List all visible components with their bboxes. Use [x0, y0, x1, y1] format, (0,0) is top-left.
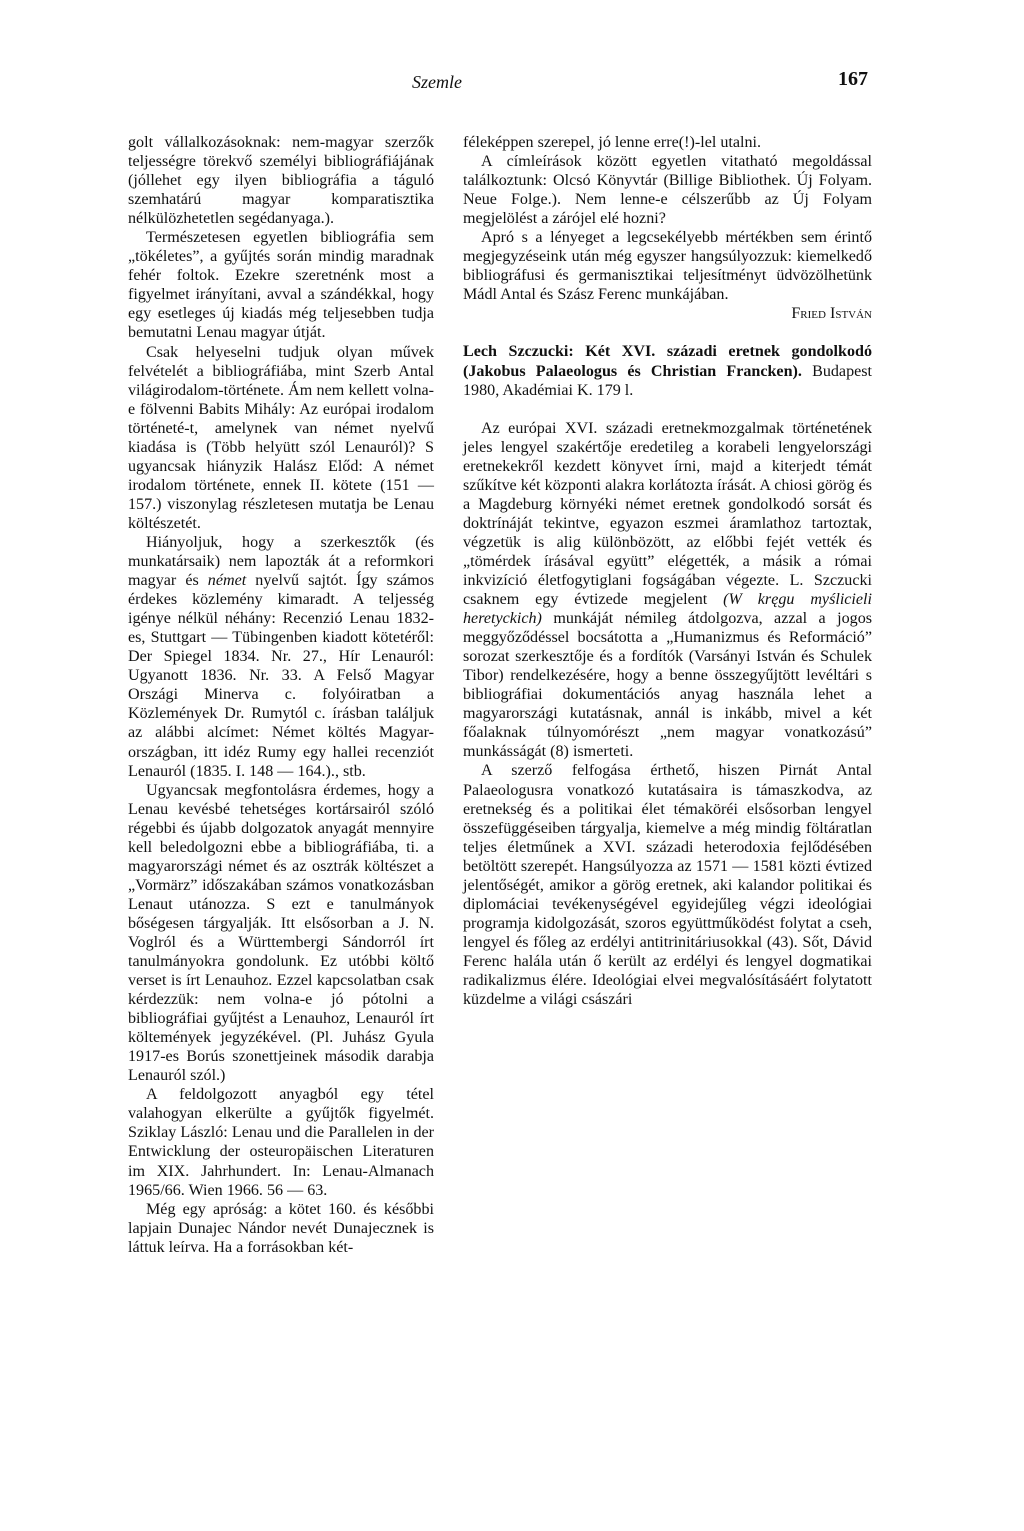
emphasis-text: német [207, 572, 247, 590]
paragraph [128, 533, 434, 781]
paragraph: A szerző felfogása érthető, hiszen Pirnát Antal Palaeologusra vonatkozó kutatásaira is támaszkodva, az eretnekség és a politikai élet témaköréi elsősorban lengyel összefüggéseiben tárgyalja, kiemelve a még mindig föltáratlan teljes életműnek a XVI. századi heterodoxia fejlődésében betöltött szerepét. Hangsúlyozza az 1571 — 1581 közti évtized jelentőségét, amikor a görög eretnek, aki kalandor politikai és diplomáciai tevékenységével egyidejűleg végzi ideológiai programja kidolgozását, szoros együttműködést folytat a cseh, lengyel és főleg az erdélyi antitrinitáriusokkal (43). Sőt, Dávid Ferenc halála után ő került az erdélyi és lengyel dogmatikai radikalizmus élére. Ideológiai elvei megvalósításáért folytatott küzdelme a világi császári [463, 762, 872, 1009]
book-publication: Budapest 1980, Akadémiai K. 179 l. [463, 362, 872, 399]
page-header [0, 66, 1024, 96]
right-column [463, 133, 872, 1009]
page-number: 167 [838, 68, 868, 90]
spacer [463, 323, 872, 342]
emphasis-text: (W kręgu myślicieli heretyckich) [463, 591, 872, 628]
paragraph-text: munkáját némileg átdolgozva, azzal a jogos meggyőződéssel bocsátotta a „Humanizmus és Reformáció” sorozat szerkesztője és a fordítók (Varsányi István és Schulek Tibor) rendelkezésére, hogy a benne összegyűjtött levéltári s bibliográfiai dokumentációs anyag használa lehet a magyarországi kutatásnak, annál is inkább, mivel a két főalaknak túlnyomórészt „nem magyar vonatkozású” munkásságát (8) ismerteti. [463, 610, 872, 761]
left-column [128, 133, 434, 1257]
paragraph: féleképpen szerepel, jó lenne erre(!)-lel utalni. [463, 134, 762, 151]
author-signature: Fried István [791, 305, 872, 323]
paragraph: A címleírások között egyetlen vitatható megoldással találkoztunk: Olcsó Könyvtár (Billige Bibliothek. Új Folyam. Neue Folge.). Nem lenne-e célszerűbb az Új Folyam megjelölést a zárójel elé hozni? [463, 153, 872, 228]
paragraph: Apró s a lényeget a legcsekélyebb mértékben sem érintő megjegyzéseink után még egyszer hangsúlyozzuk: kiemelkedő bibliográfusi és germanisztikai teljesítményt üdvözölhetünk Mádl Antal és Szász Ferenc munkájában. [463, 229, 872, 304]
spacer [463, 400, 872, 419]
running-title: Szemle [412, 72, 462, 92]
paragraph: Még egy apróság: a kötet 160. és későbbi lapjain Dunajec Nándor nevét Dunajecznek is láttuk leírva. Ha a forrásokban két- [128, 1200, 434, 1256]
paragraph: Természetesen egyetlen bibliográfia sem „tökéletes”, a gyűjtés során mindig maradnak fehér foltok. Ezekre szeretnénk most a figyelmet irányítani, avval a szándékkal, hogy egy esetleges új kiadás még teljesebben tudja bemutatni Lenau magyar útját. [128, 229, 434, 342]
paragraph-text: Hiányoljuk, hogy a szerkesztők (és munkatársaik) nem lapozták át a reformkori magyar és [128, 533, 434, 590]
paragraph-text: nyelvű sajtót. Így számos érdekes közlemény kimaradt. A teljesség igénye nélkül néhány: Recenzió Lenau 1832-es, Stuttgart — Tübingenben kiadott kötetéről: Der Spiegel 1834. Nr. 27., Hír Lenauról: Ugyanott 1836. Nr. 33. A Felső Magyar Országi Minerva c. folyóiratban a Közlemények Dr. Rumytól c. írásban találjuk az alábbi alcímet: Német költés Magyar-országban, itt idéz Rumy egy hallei recenziót Lenauról (1835. I. 148 — 164.)., stb. [128, 572, 434, 780]
paragraph: golt vállalkozásoknak: nem-magyar szerzők teljességre törekvő személyi bibliográfiájának (jóllehet egy ilyen bibliográfia a táguló szemhatárú magyar komparatisztika nélkülözhetetlen segédanyaga.). [128, 134, 434, 228]
paragraph: A feldolgozott anyagból egy tétel valahogyan elkerülte a gyűjtők figyelmét. Sziklay László: Lenau und die Parallelen in der Entwicklung der osteuropäischen Literaturen im XIX. Jahrhundert. In: Lenau-Almanach 1965/66. Wien 1966. 56 — 63. [128, 1086, 434, 1199]
book-title: Lech Szczucki: Két XVI. századi eretnek gondolkodó (Jakobus Palaeologus és Christian Francken). [463, 343, 872, 380]
review-heading [463, 342, 872, 399]
paragraph [463, 419, 872, 762]
paragraph: Ugyancsak megfontolásra érdemes, hogy a Lenau kevésbé tehetséges kortársairól szóló régebbi és újabb dolgozatok anyagát mennyire kell beledolgozni ebbe a bibliográfiába, ti. a magyarországi német és az osztrák költészet a „Vormärz” időszakában számos vonatkozásban Lenaut utánozza. S ezt e tanulmányok bőségesen tárgyalják. Itt elsősorban a J. N. Voglról és a Württembergi Sándorról írt tanulmányokra gondolunk. Ez utóbbi költő verset is írt Lenauhoz. Ezzel kapcsolatban csak kérdezzük: nem volna-e jó pótolni a bibliográfiai gyűjtést a Lenauhoz, Lenauról írt költemények jegyzékével. (Pl. Juhász Gyula 1917-es Borús szonettjeinek második darabja Lenauról szól.) [128, 781, 434, 1085]
paragraph-text: Az európai XVI. századi eretnekmozgalmak történetének jeles lengyel szakértője eredetileg a korabeli lengyelországi eretnekekről kezdett könyvet írni, majd a kiterjedt témát szűkítve két központi alakra korlátozta írását. A chiosi görög és a Magdeburg környéki német eretnek gondolkodó sorsát és doktrínáját tekintve, egyazon eszmei áramlathoz tartoztak, végzetük is alig különbözött, az előbbi fejét vették és „tömérdek írásával együtt” elégették, a másik a római inkvizíció életfogytiglani fogságában végezte. L. Szczucki csaknem egy évtizede megjelent [463, 419, 872, 609]
paragraph: Csak helyeselni tudjuk olyan művek felvételét a bibliográfiába, mint Szerb Antal világirodalom-története. Ám nem kellett volna-e fölvenni Babits Mihály: Az európai irodalom történeté-t, amelynek van német nyelvű kiadása is (Több helyütt szól Lenauról)? S ugyancsak hiányzik Halász Előd: A német irodalom története, ennek II. kötete (151 — 157.) viszonylag részletesen mutatja be Lenau költészetét. [128, 343, 434, 532]
